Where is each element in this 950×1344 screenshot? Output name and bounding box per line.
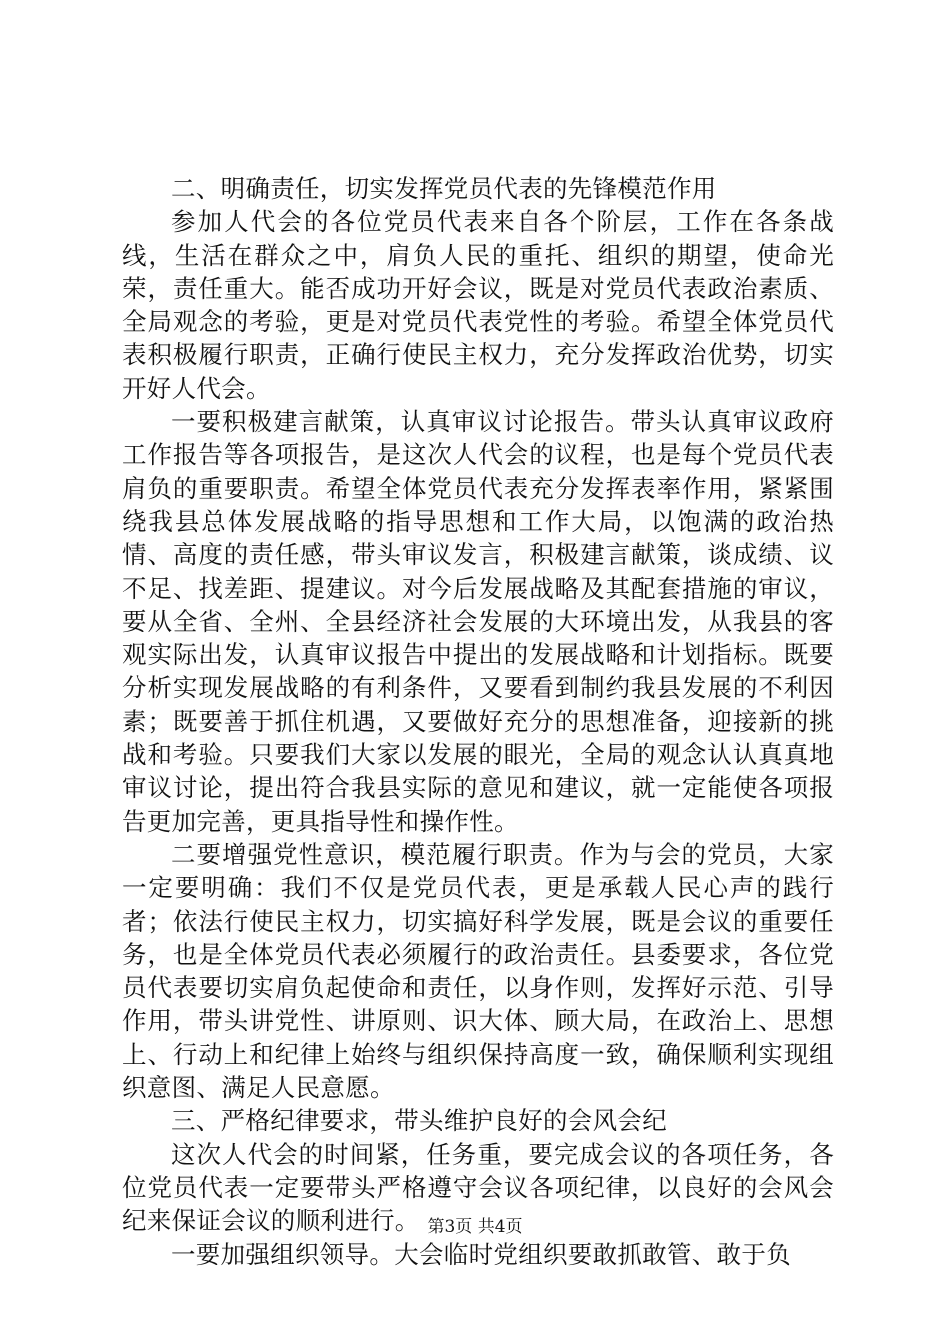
section-heading: 二、明确责任，切实发挥党员代表的先锋模范作用 bbox=[171, 174, 717, 203]
paragraph: 这次人代会的时间紧，任务重，要完成会议的各项任务，各位党员代表一定要带头严格遵守会议各项纪律，以良好的会风会纪来保证会议的顺利进行。 bbox=[122, 1139, 834, 1236]
page-number: 第3页 共4页 bbox=[427, 1217, 523, 1237]
section-heading: 三、严格纪律要求，带头维护良好的会风会纪 bbox=[171, 1106, 667, 1136]
paragraph: 二要增强党性意识，模范履行职责。作为与会的党员，大家一定要明确：我们不仅是党员代表，更是承载人民心声的践行者；依法行使民主权力，切实搞好科学发展，既是会议的重要任务，也是全体党员代表必须履行的政治责任。县委要求，各位党员代表要切实肩负起使命和责任，以身作则，发挥好示范、引导作用，带头讲党性、讲原则、识大体、顾大局，在政治上、思想上、行动上和纪律上始终与组织保持高度一致，确保顺利实现组织意图、满足人民意愿。 bbox=[122, 839, 834, 1103]
paragraph: 一要加强组织领导。大会临时党组织要敢抓敢管、敢于负 bbox=[171, 1239, 791, 1269]
document-body bbox=[122, 172, 834, 1271]
paragraph: 参加人代会的各位党员代表来自各个阶层，工作在各条战线，生活在群众之中，肩负人民的重托、组织的期望，使命光荣，责任重大。能否成功开好会议，既是对党员代表政治素质、全局观念的考验，更是对党员代表党性的考验。希望全体党员代表积极履行职责，正确行使民主权力，充分发挥政治优势，切实开好人代会。 bbox=[122, 207, 834, 403]
paragraph: 一要积极建言献策，认真审议讨论报告。带头认真审议政府工作报告等各项报告，是这次人代会的议程，也是每个党员代表肩负的重要职责。希望全体党员代表充分发挥表率作用，紧紧围绕我县总体发展战略的指导思想和工作大局，以饱满的政治热情、高度的责任感，带头审议发言，积极建言献策，谈成绩、议不足、找差距、提建议。对今后发展战略及其配套措施的审议，要从全省、全州、全县经济社会发展的大环境出发，从我县的客观实际出发，认真审议报告中提出的发展战略和计划指标。既要分析实现发展战略的有利条件，又要看到制约我县发展的不利因素；既要善于抓住机遇，又要做好充分的思想准备，迎接新的挑战和考验。只要我们大家以发展的眼光，全局的观念认认真真地审议讨论，提出符合我县实际的意见和建议，就一定能使各项报告更加完善，更具指导性和操作性。 bbox=[122, 407, 834, 836]
